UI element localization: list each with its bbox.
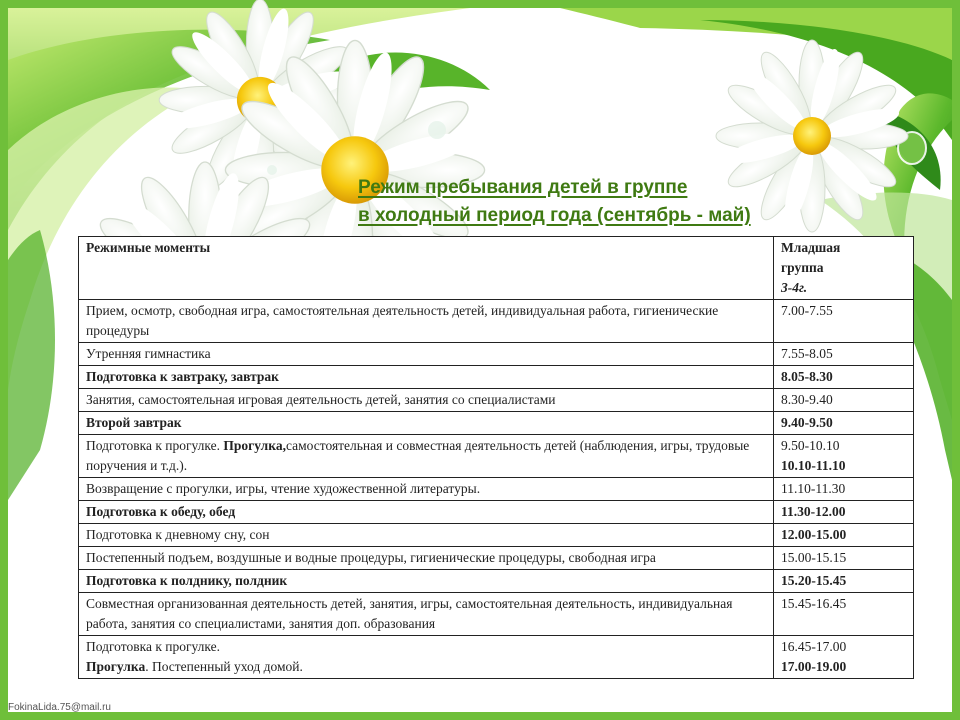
table-row	[79, 636, 914, 679]
row-time: 8.30-9.40	[774, 389, 914, 412]
time-1: 16.45-17.00	[781, 639, 847, 654]
table-row	[79, 366, 914, 389]
page-title	[358, 174, 818, 230]
row-moment: Подготовка к дневному сну, сон	[79, 524, 774, 547]
row-moment	[79, 435, 774, 478]
row-time: 15.45-16.45	[774, 593, 914, 636]
row-time: 12.00-15.00	[774, 524, 914, 547]
moment-rest: . Постепенный уход домой.	[145, 659, 303, 674]
row-time	[774, 636, 914, 679]
header-group-line1: Младшая	[781, 240, 841, 255]
row-time: 7.00-7.55	[774, 300, 914, 343]
header-group-line2: группа	[781, 260, 824, 275]
header-group	[774, 237, 914, 300]
time-2: 17.00-19.00	[781, 659, 847, 674]
row-moment: Второй завтрак	[79, 412, 774, 435]
row-moment	[79, 636, 774, 679]
table-row	[79, 501, 914, 524]
moment-line-1: Подготовка к прогулке.	[86, 639, 220, 654]
footer-email: FokinaLida.75@mail.ru	[8, 702, 111, 713]
row-time: 11.30-12.00	[774, 501, 914, 524]
table-row	[79, 524, 914, 547]
table-row	[79, 478, 914, 501]
table-row	[79, 593, 914, 636]
table-row	[79, 570, 914, 593]
title-line-1: Режим пребывания детей в группе	[358, 177, 688, 198]
table-row	[79, 389, 914, 412]
row-time: 15.20-15.45	[774, 570, 914, 593]
row-moment: Возвращение с прогулки, игры, чтение художественной литературы.	[79, 478, 774, 501]
row-time: 8.05-8.30	[774, 366, 914, 389]
title-line-2: в холодный период года (сентябрь - май)	[358, 205, 751, 226]
row-time: 9.40-9.50	[774, 412, 914, 435]
table-row	[79, 300, 914, 343]
table-row	[79, 412, 914, 435]
row-time: 15.00-15.15	[774, 547, 914, 570]
schedule-table	[78, 236, 914, 679]
header-moments: Режимные моменты	[79, 237, 774, 300]
row-time: 7.55-8.05	[774, 343, 914, 366]
row-moment: Прием, осмотр, свободная игра, самостоятельная деятельность детей, индивидуальная работа, гигиенические процедуры	[79, 300, 774, 343]
moment-suffix: самостоятельная и совместная деятельность детей (наблюдения, игры, трудовые поручения и т.д.).	[86, 438, 750, 473]
row-moment: Подготовка к обеду, обед	[79, 501, 774, 524]
row-moment: Совместная организованная деятельность детей, занятия, игры, самостоятельная деятельность, индивидуальная работа, занятия со специалистами, занятия доп. образования	[79, 593, 774, 636]
time-1: 9.50-10.10	[781, 438, 840, 453]
table-row	[79, 547, 914, 570]
row-moment: Занятия, самостоятельная игровая деятельность детей, занятия со специалистами	[79, 389, 774, 412]
moment-prefix: Подготовка к прогулке.	[86, 438, 224, 453]
moment-bold: Прогулка	[86, 659, 146, 674]
row-moment: Подготовка к полднику, полдник	[79, 570, 774, 593]
row-moment: Утренняя гимнастика	[79, 343, 774, 366]
header-group-age: 3-4г.	[781, 280, 808, 295]
moment-bold: Прогулка,	[223, 438, 286, 453]
moment-line-2	[86, 657, 766, 677]
table-row	[79, 343, 914, 366]
table-row	[79, 435, 914, 478]
row-moment: Подготовка к завтраку, завтрак	[79, 366, 774, 389]
time-2: 10.10-11.10	[781, 458, 846, 473]
row-moment: Постепенный подъем, воздушные и водные процедуры, гигиенические процедуры, свободная игра	[79, 547, 774, 570]
row-time	[774, 435, 914, 478]
row-time: 11.10-11.30	[774, 478, 914, 501]
table-header-row	[79, 237, 914, 300]
